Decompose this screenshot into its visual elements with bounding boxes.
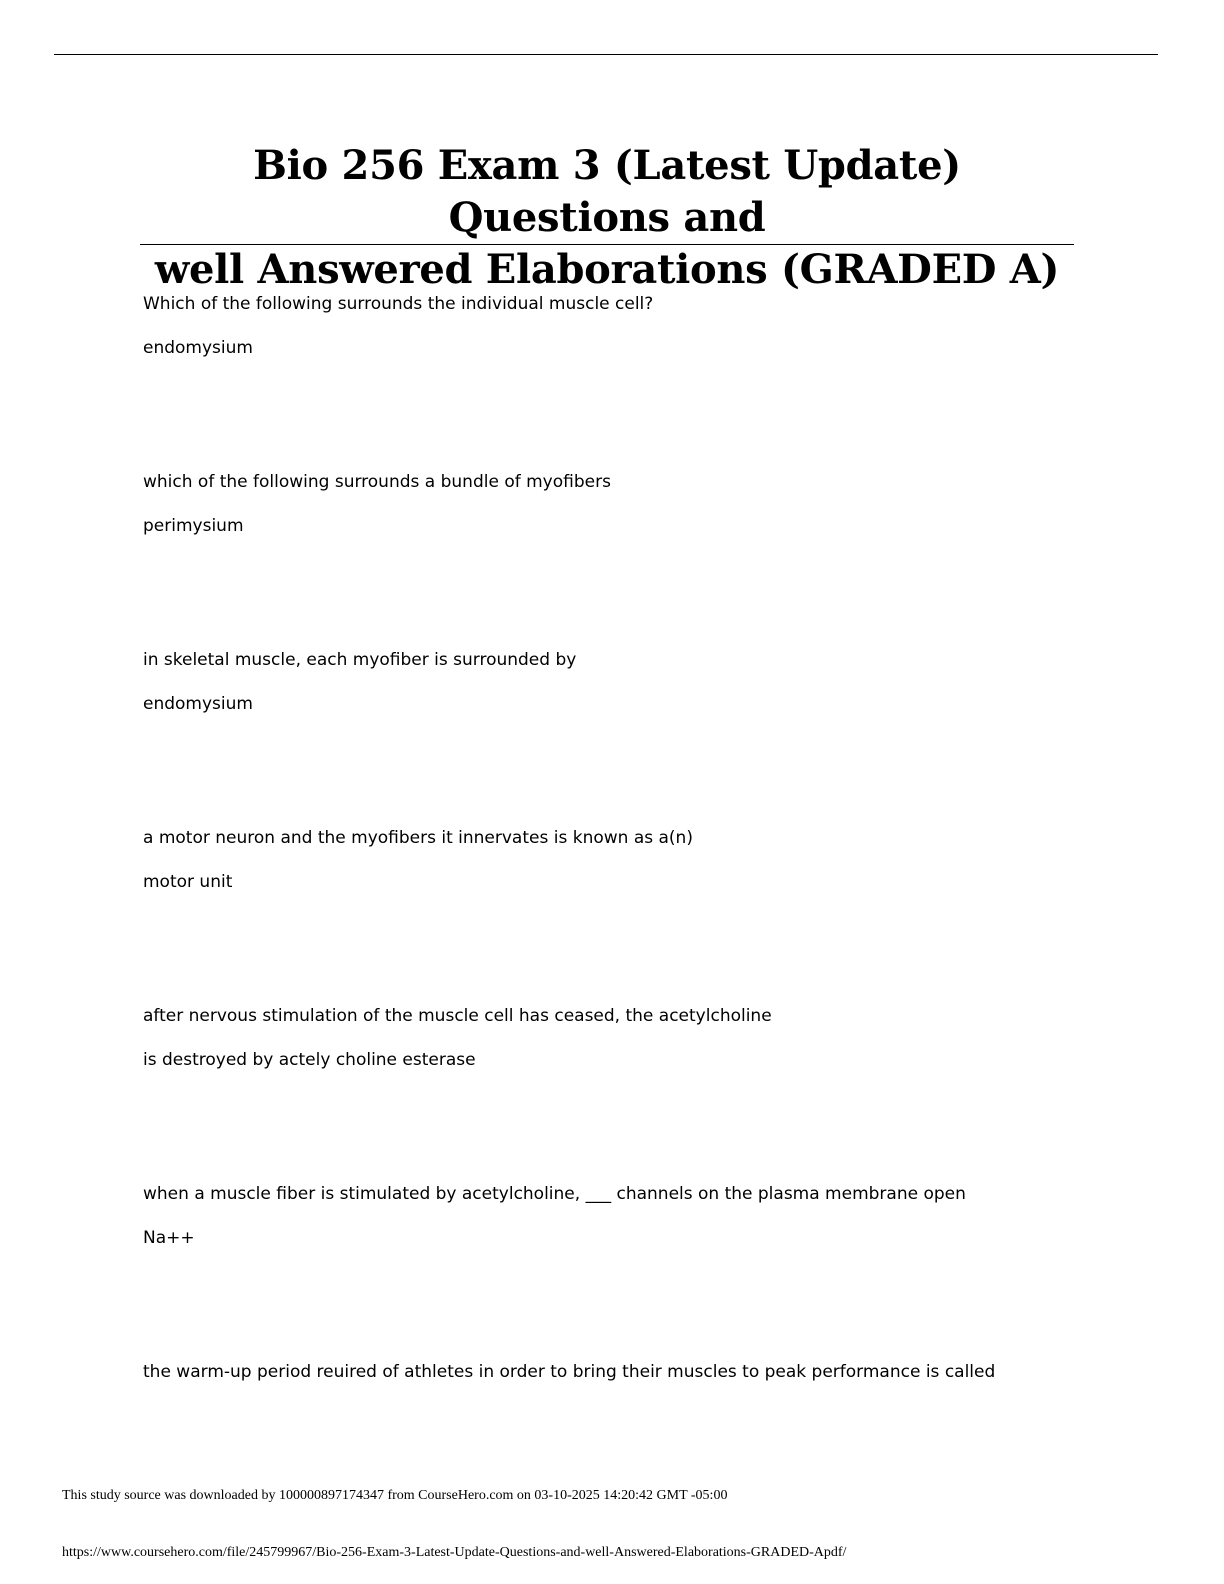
answer-text: perimysium xyxy=(143,516,244,536)
question-text: after nervous stimulation of the muscle cell has ceased, the acetylcholine xyxy=(143,1006,772,1026)
document-title xyxy=(140,140,1074,296)
question-text: Which of the following surrounds the individual muscle cell? xyxy=(143,294,654,314)
title-underline xyxy=(140,244,1074,245)
answer-text: endomysium xyxy=(143,338,253,358)
title-line-2: well Answered Elaborations (GRADED A) xyxy=(154,246,1060,293)
answer-text: motor unit xyxy=(143,872,233,892)
qa-item-5 xyxy=(143,1006,772,1070)
qa-item-4 xyxy=(143,828,693,892)
question-text: in skeletal muscle, each myofiber is surrounded by xyxy=(143,650,577,670)
source-url[interactable]: https://www.coursehero.com/file/245799967/Bio-256-Exam-3-Latest-Update-Questions-and-well-Answered-Elaborations-GRADED-Apdf/ xyxy=(62,1545,847,1560)
qa-item-6 xyxy=(143,1184,966,1248)
qa-item-1 xyxy=(143,294,653,358)
download-source-notice: This study source was downloaded by 100000897174347 from CourseHero.com on 03-10-2025 14:20:42 GMT -05:00 xyxy=(62,1488,728,1503)
question-text: which of the following surrounds a bundle of myofibers xyxy=(143,472,611,492)
title-line-1: Bio 256 Exam 3 (Latest Update) Questions and xyxy=(253,142,961,241)
answer-text: endomysium xyxy=(143,694,253,714)
qa-item-7 xyxy=(143,1362,995,1382)
answer-text: Na++ xyxy=(143,1228,195,1248)
header-rule xyxy=(54,54,1158,55)
qa-item-2 xyxy=(143,472,611,536)
answer-text: is destroyed by actely choline esterase xyxy=(143,1050,476,1070)
question-text: when a muscle fiber is stimulated by acetylcholine, ___ channels on the plasma membrane open xyxy=(143,1184,966,1204)
qa-item-3 xyxy=(143,650,576,714)
question-text: the warm-up period reuired of athletes in order to bring their muscles to peak performance is called xyxy=(143,1362,996,1382)
question-text: a motor neuron and the myofibers it innervates is known as a(n) xyxy=(143,828,693,848)
